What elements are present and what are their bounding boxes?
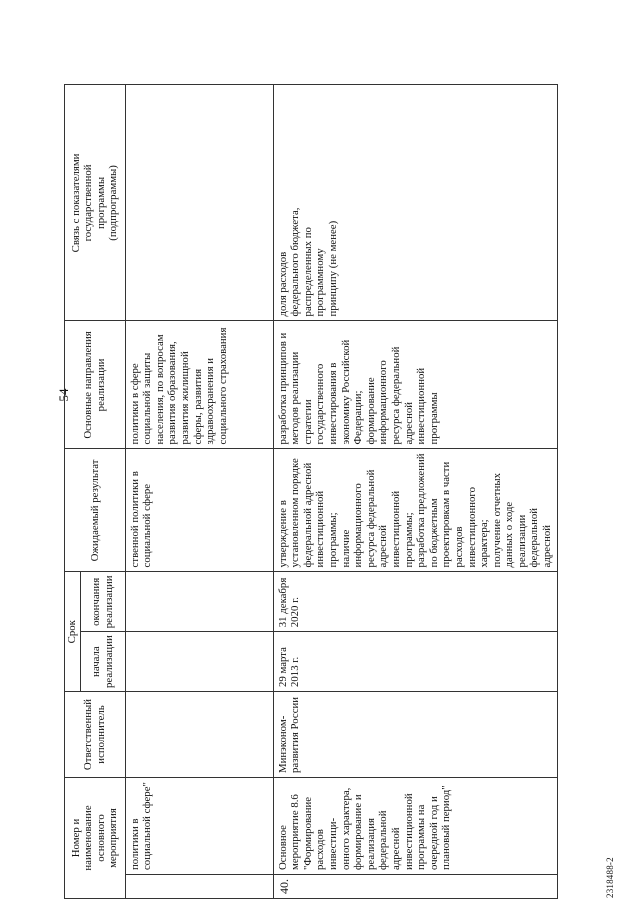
row-num: 40.: [273, 875, 557, 899]
row-name: политики в социальной сфере": [125, 778, 273, 875]
row-start: 29 марта 2013 г.: [273, 632, 557, 692]
row-end: [125, 572, 273, 632]
header-name: Номер и наименование основного мероприятия: [65, 778, 126, 899]
header-responsible: Ответственный исполнитель: [65, 692, 126, 778]
table-row: [125, 85, 273, 899]
row-start: [125, 632, 273, 692]
program-activities-table: [64, 84, 558, 899]
row-num: [125, 875, 273, 899]
row-name: Основное мероприятие 8.6 "Формирование расходов инвестици- онного характера, формирование и реализация федеральной адресной инвестиционной программы на очередной год и плановый период": [273, 778, 557, 875]
header-term: Срок: [65, 572, 81, 692]
header-row: [65, 85, 81, 899]
row-link: доля расходов федерального бюджета, распределенных по программному принципу (не менее): [273, 85, 557, 321]
header-result: Ожидаемый результат: [65, 449, 126, 572]
row-result: утверждение в установленном порядке федеральной адресной инвестиционной программы; наличие информационного ресурса федеральной адресной инвестиционной программы; разработка предложений по бюджетным проектировкам в части расходов инвестиционного характера; получение отчетных данных о ходе реализации федеральной адресной: [273, 449, 557, 572]
row-directions: политики в сфере социальной защиты населения, по вопросам развития образования, развития жилищной сферы, развития здравоохранения и социального страхования: [125, 321, 273, 449]
row-result: ственной политики в социальной сфере: [125, 449, 273, 572]
row-end: 31 декабря 2020 г.: [273, 572, 557, 632]
page-number: 54: [56, 388, 71, 402]
row-responsible: [125, 692, 273, 778]
header-link: Связь с показателями государственной программы (подпрограммы): [65, 85, 126, 321]
document-code: 2318488-2: [605, 857, 615, 898]
header-end: окончания реализации: [80, 572, 125, 632]
row-link: [125, 85, 273, 321]
row-responsible: Минэконом- развития России: [273, 692, 557, 778]
table-row: [273, 85, 557, 899]
row-directions: разработка принципов и методов реализации стратегии государственного инвестирования в экономику Российской Федерации; формирование информационного ресурса федеральной адресной инвестиционной программы: [273, 321, 557, 449]
header-directions: Основные направления реализации: [65, 321, 126, 449]
header-start: начала реализации: [80, 632, 125, 692]
